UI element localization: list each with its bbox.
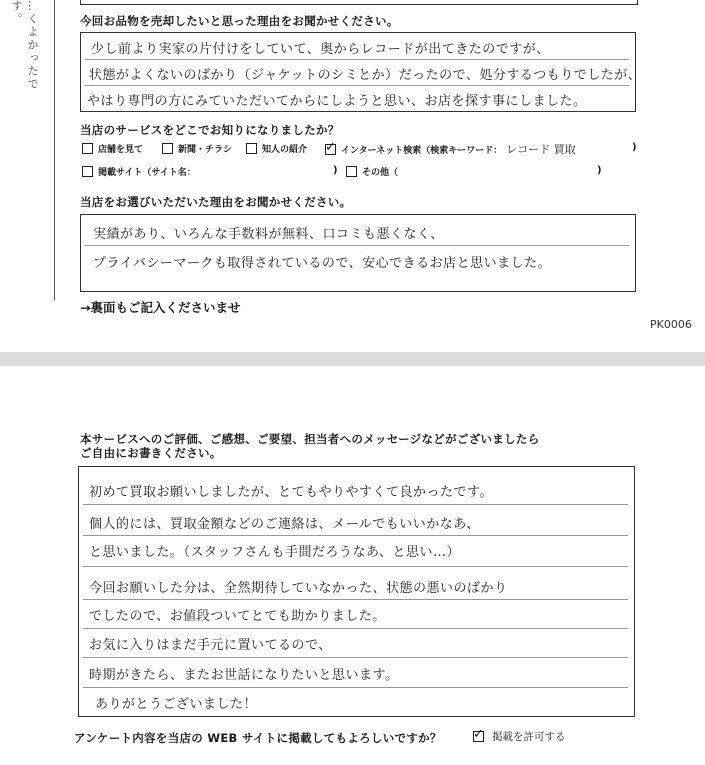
question-comments-line1: 本サービスへのご評価、ご感想、ご要望、担当者へのメッセージなどがございましたら: [80, 432, 540, 446]
handwritten-line: でしたので、お値段ついてとても助かりました。: [89, 609, 386, 624]
handwritten-line: 今回お願いした分は、全然期待していなかった、状態の悪いのばかり: [89, 581, 508, 596]
handwritten-line: やはり専門の方にみていただいてからにしようと思い、お店を探す事にしました。: [87, 94, 587, 109]
checkbox[interactable]: [82, 166, 93, 177]
handwritten-line: と思いました。（スタッフさんも手間だろうなあ、と思い…）: [89, 545, 460, 560]
checkbox[interactable]: [82, 143, 93, 154]
option-label: 新聞・チラシ: [178, 145, 233, 155]
answer-box-why-chose: [80, 214, 636, 292]
handwritten-line: お気に入りはまだ手元に置いてるので、: [89, 638, 332, 653]
margin-rule: [54, 0, 55, 300]
checkbox[interactable]: [346, 166, 357, 177]
survey-page-back: [0, 366, 705, 765]
option-other[interactable]: [346, 165, 398, 178]
question-how-found: 当店のサービスをどこでお知りになりましたか？: [80, 123, 340, 137]
page-gap: [0, 352, 705, 366]
option-store[interactable]: [82, 142, 143, 155]
ruled-line: [85, 59, 629, 60]
option-label: インターネット検索（検索キーワード：: [341, 145, 503, 156]
handwritten-line: 状態がよくないのばかり（ジャケットのシミとか）だったので、処分するつもりでしたが、: [89, 68, 642, 83]
handwritten-line: 初めて買取お願いしましたが、とてもやりやすくて良かったです。: [89, 485, 493, 500]
ruled-line: [83, 504, 628, 505]
question-publish-permission: アンケート内容を当店の WEB サイトに掲載してもよろしいですか？: [74, 731, 442, 745]
previous-answer-box-edge: [80, 0, 638, 5]
option-label: 知人の紹介: [262, 145, 308, 155]
option-label: その他（: [362, 168, 399, 178]
check-mark-icon: ✓: [473, 727, 484, 742]
handwritten-line: 実績があり、いろんな手数料が無料、口コミも悪くなく、: [93, 227, 444, 242]
ruled-line: [83, 628, 628, 629]
margin-handwritten-note: …くよかったです。: [10, 0, 39, 91]
ruled-line: [83, 566, 628, 567]
option-permit-publish[interactable]: [473, 729, 566, 744]
option-label: 掲載サイト（サイト名：: [98, 168, 196, 178]
answer-box-comments: [78, 466, 635, 717]
ruled-line: [83, 687, 628, 688]
close-paren: ): [632, 142, 637, 153]
search-keyword-handwritten: レコード 買取: [506, 143, 576, 156]
option-flyer[interactable]: [162, 142, 232, 155]
option-label: 掲載を許可する: [492, 731, 566, 743]
ruled-line: [83, 599, 628, 600]
close-paren: ): [333, 165, 338, 176]
handwritten-line: ありがとうございました！: [95, 697, 258, 712]
close-paren: ): [597, 165, 602, 176]
handwritten-line: 個人的には、買取金額などのご連絡は、メールでもいいかなあ、: [89, 517, 480, 532]
question-comments-line2: ご自由にお書きください。: [80, 446, 222, 460]
checkbox-checked[interactable]: [325, 139, 336, 155]
check-mark-icon: ✓: [325, 139, 336, 155]
ruled-line: [83, 657, 628, 658]
ruled-line: [83, 535, 628, 536]
handwritten-line: 少し前より実家の片付けをしていて、奥からレコードが出てきたのですが、: [91, 42, 550, 57]
checkbox-checked[interactable]: [473, 727, 484, 742]
checkbox[interactable]: [246, 143, 257, 154]
option-internet[interactable]: [325, 141, 576, 157]
question-sell-reason: 今回お品物を売却したいと思った理由をお聞かせください。: [80, 14, 399, 28]
handwritten-line: プライバシーマークも取得されているので、安心できるお店と思いました。: [93, 256, 552, 271]
option-label: 店舗を見て: [98, 145, 144, 155]
option-referral[interactable]: [246, 142, 307, 155]
ruled-line: [85, 245, 629, 246]
handwritten-line: 時期がきたら、またお世話になりたいと思います。: [89, 668, 399, 683]
document-code: PK0006: [650, 318, 692, 331]
option-listing-site[interactable]: [82, 165, 196, 178]
ruled-line: [85, 85, 629, 86]
survey-page-front: [0, 0, 705, 353]
answer-box-sell-reason: [80, 32, 642, 112]
question-why-chose: 当店をお選びいただいた理由をお聞かせください。: [80, 195, 352, 209]
checkbox[interactable]: [162, 143, 173, 154]
see-back-note: →裏面もご記入くださいませ: [80, 300, 241, 315]
